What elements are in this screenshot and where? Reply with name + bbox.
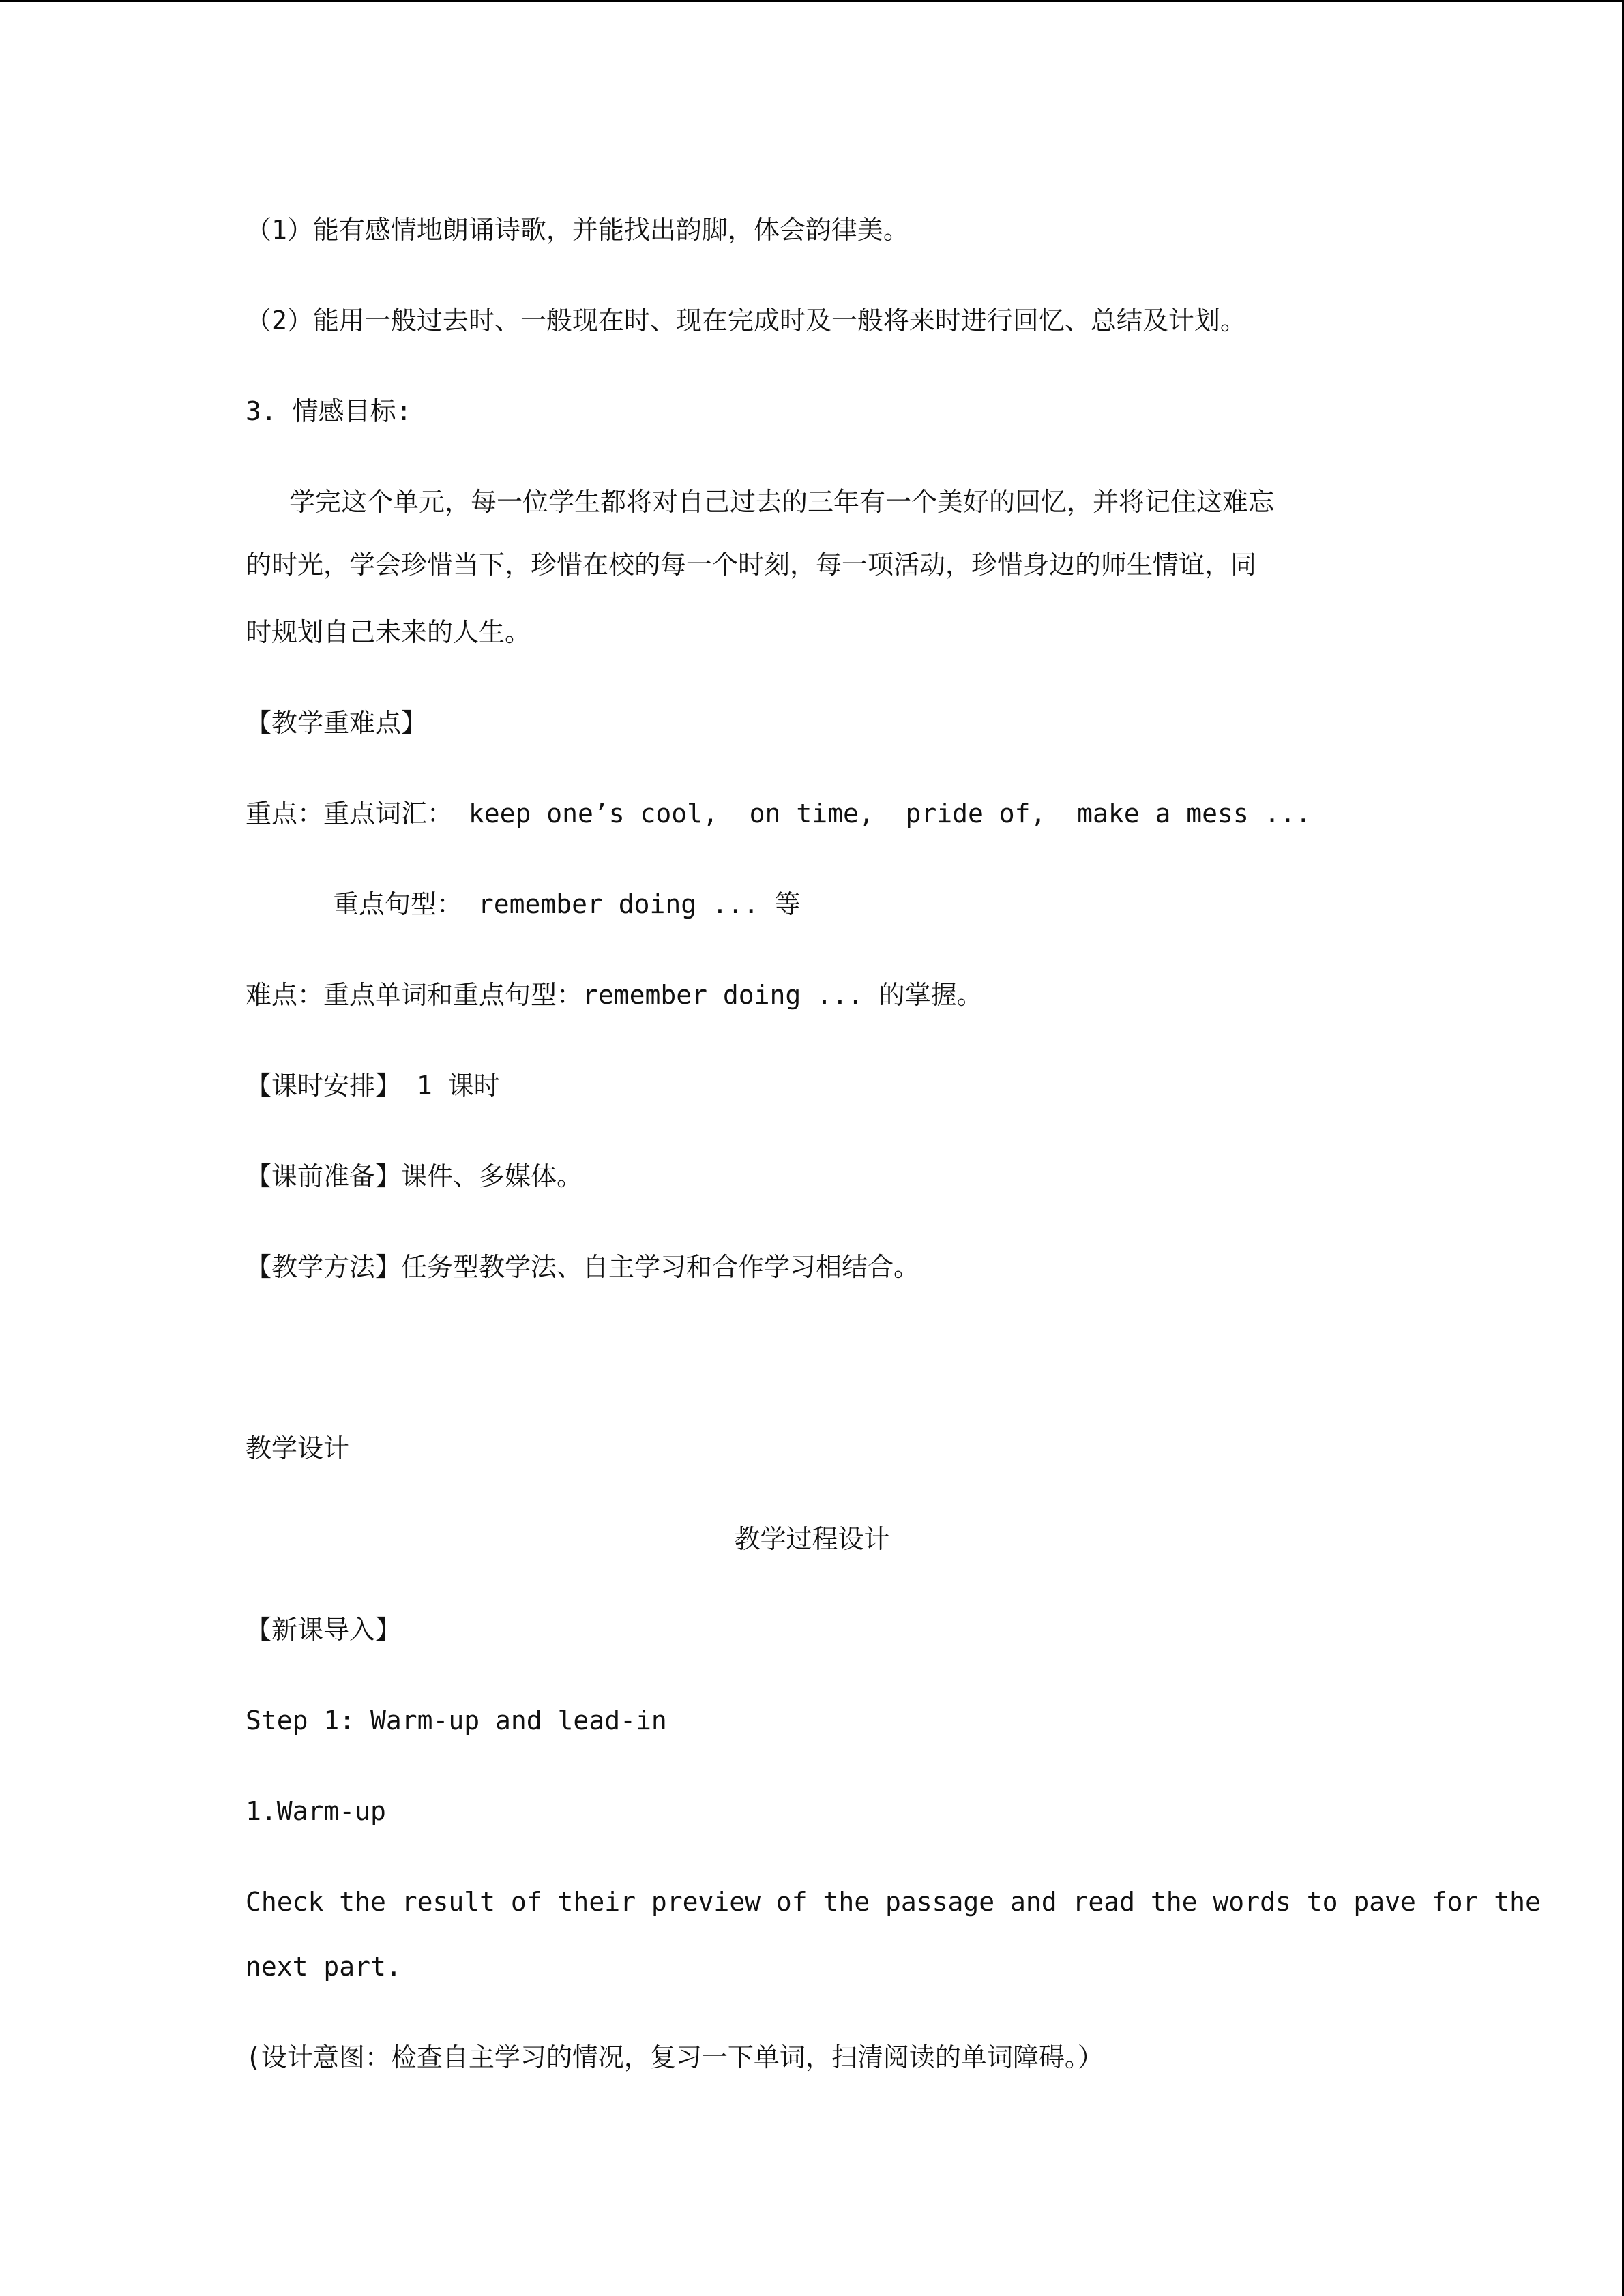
- new-lesson-heading: 【新课导入】: [246, 1615, 402, 1645]
- teaching-design-label: 教学设计: [246, 1433, 350, 1463]
- key-difficulties-heading: 【教学重难点】: [246, 708, 428, 738]
- difficulty-line: 难点：重点单词和重点句型：remember doing ... 的掌握。: [246, 980, 983, 1010]
- warm-up-text-line-2: next part.: [246, 1952, 402, 1982]
- preparation-line: 【课前准备】课件、多媒体。: [246, 1161, 583, 1191]
- objective-line-2: （2）能用一般过去时、一般现在时、现在完成时及一般将来时进行回忆、总结及计划。: [246, 305, 1246, 336]
- step-1-heading: Step 1: Warm-up and lead-in: [246, 1705, 667, 1735]
- warm-up-text-line-1: Check the result of their preview of the passage and read the words to pave for the: [246, 1887, 1541, 1917]
- design-intent-line: (设计意图：检查自主学习的情况，复习一下单词，扫清阅读的单词障碍。）: [246, 2042, 1104, 2072]
- key-sentence-line: 重点句型： remember doing ... 等: [333, 889, 801, 919]
- page-top-border: [0, 0, 1624, 2]
- emotion-paragraph-line-1: 学完这个单元，每一位学生都将对自己过去的三年有一个美好的回忆，并将记住这难忘: [289, 487, 1275, 517]
- process-design-title: 教学过程设计: [734, 1524, 890, 1554]
- class-hours-line: 【课时安排】 1 课时: [246, 1071, 500, 1101]
- emotion-paragraph-line-2: 的时光，学会珍惜当下，珍惜在校的每一个时刻，每一项活动，珍惜身边的师生情谊，同: [246, 550, 1257, 580]
- teaching-method-line: 【教学方法】任务型教学法、自主学习和合作学习相结合。: [246, 1252, 920, 1282]
- objective-line-1: （1）能有感情地朗诵诗歌，并能找出韵脚，体会韵律美。: [246, 215, 909, 245]
- key-vocabulary-line: 重点：重点词汇： keep one’s cool, on time, pride of, make a mess ...: [246, 799, 1312, 829]
- emotion-goal-heading: 3. 情感目标:: [246, 396, 412, 426]
- emotion-paragraph-line-3: 时规划自己未来的人生。: [246, 617, 531, 647]
- warm-up-heading: 1.Warm-up: [246, 1796, 386, 1826]
